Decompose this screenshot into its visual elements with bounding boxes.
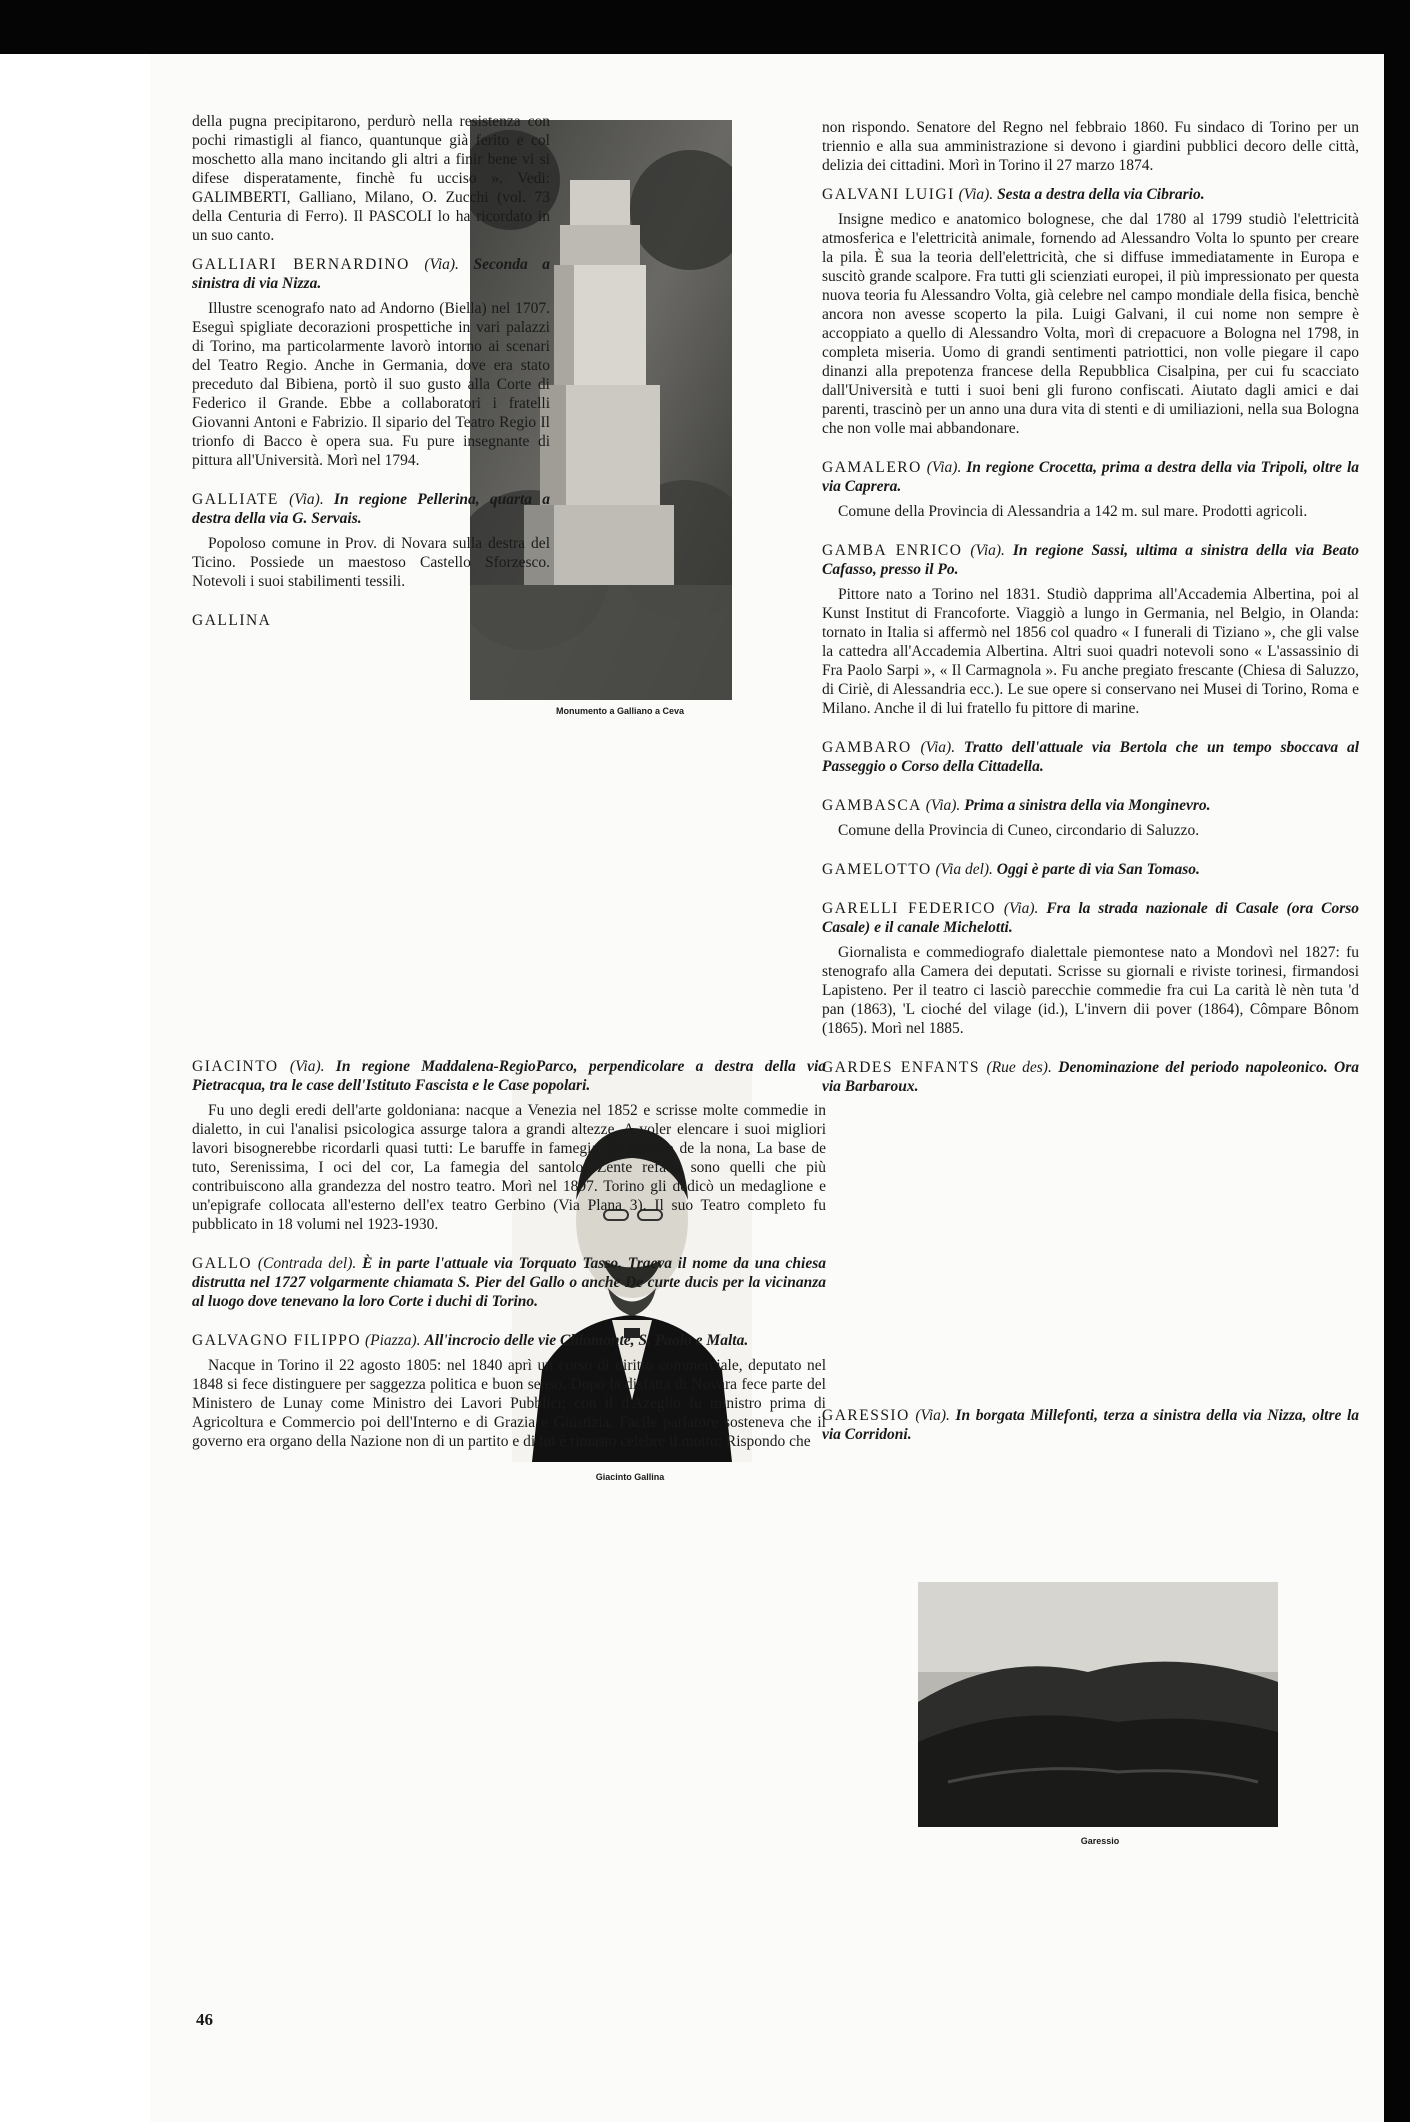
- entry-location: Prima a sinistra della via Monginevro.: [964, 797, 1211, 814]
- entry-location: In regione Pellerina, quarta a destra della via G. Servais.: [192, 491, 551, 527]
- entry-location: Denominazione del periodo napoleonico. Ora via Barbaroux.: [822, 1059, 1360, 1095]
- entry-gamelotto: [822, 860, 1359, 879]
- entry-gamba: [822, 541, 1359, 718]
- entry-location: In regione Maddalena-RegioParco, perpendicolare a destra della via Pietracqua, tra le case dell'Istituto Fascista e le Case popolari.: [192, 1058, 826, 1094]
- entry-tag: (Via).: [920, 739, 956, 756]
- entry-location: All'incrocio delle vie Chiomonte, S. Paolo e Malta.: [424, 1332, 749, 1349]
- entry-location: Sesta a destra della via Cibrario.: [997, 186, 1205, 203]
- entry-galvani: [822, 185, 1359, 438]
- top-black-border: [0, 0, 1410, 54]
- entry-name: GAMELOTTO: [822, 861, 932, 878]
- entry-tag: (Via).: [915, 1407, 950, 1424]
- entry-name: GARESSIO: [822, 1407, 910, 1424]
- entry-body: Pittore nato a Torino nel 1831. Studiò dapprima all'Accademia Albertina, poi al Kunst Institut di Francoforte. Viaggiò a lungo in Germania, nel Belgio, in Olanda: tornato in Italia si affermò nel 1856 col quadro « I funerali di Tiziano », che gli valse la cattedra all'Accademia Albertina. Altri suoi quadri notevoli sono « L'assassinio di Fra Paolo Sarpi », « Il Carmagnola ». Fu anche pregiato frescante (Chiesa di Saluzzo, di Ciriè, di Alessandria ecc.). Le sue opere si conservano nei Musei di Torino, Roma e Milano. Anche il di lui fratello fu pittore di marine.: [822, 586, 1359, 717]
- entry-tag: (Rue des).: [986, 1059, 1052, 1076]
- landscape-caption: Garessio: [1080, 1836, 1120, 1846]
- entry-body: Fu uno degli eredi dell'arte goldoniana: nacque a Venezia nel 1852 e scrisse molte commedie in dialetto, in cui l'analisi psicologica assurge talora a grandi altezze. A voler elencare i suoi migliori lavori bisognerebbe ricordarli quasi tutti: Le baruffe in famegia, El moroso de la nona, La base de tuto, Serenissima, I oci del cor, La famegia del santolo, Zente refada sono quelli che più contribuiscono alla grandezza del nostro teatro. Morì nel 1897. Torino gli dedicò un medaglione e un'epigrafe collocata all'esterno dell'ex teatro Gerbino (Via Plana 3). Il suo Teatro completo fu pubblicato in 18 volumi nel 1923-1930.: [192, 1102, 826, 1233]
- entry-gallo: [192, 1254, 826, 1311]
- entry-name: GARELLI FEDERICO: [822, 900, 996, 917]
- entry-body: Comune della Provincia di Alessandria a 142 m. sul mare. Prodotti agricoli.: [838, 503, 1308, 520]
- entry-tag: (Via).: [925, 797, 961, 814]
- entry-name: GAMALERO: [822, 459, 922, 476]
- right-column: [822, 118, 1359, 1464]
- entry-name: GARDES ENFANTS: [822, 1059, 981, 1076]
- entry-name: GALVANI LUIGI: [822, 186, 955, 203]
- entry-tag: (Via).: [926, 459, 962, 476]
- entry-body: Giornalista e commediografo dialettale piemontese nato a Mondovì nel 1827: fu stenografo alla Camera dei deputati. Scrisse su giornali e riviste torinesi, firmandosi Lapisteno. Per il teatro ci lasciò parecchie commedie fra cui La carità lè nèn tuta 'd pan (1863), 'L cioché del vilage (id.), L'invern dii pover (1864), Cômpare Bônom (1865). Morì nel 1885.: [822, 944, 1359, 1037]
- portrait-caption: Giacinto Gallina: [595, 1472, 665, 1482]
- entry-tag: (Via del).: [935, 861, 993, 878]
- entry-tag: (Via).: [289, 1058, 325, 1075]
- entry-tag: (Via).: [424, 256, 459, 273]
- entry-name: GALVAGNO FILIPPO: [192, 1332, 362, 1349]
- entry-name: GALLO: [192, 1255, 253, 1272]
- entry-name: GAMBARO: [822, 739, 912, 756]
- entry-name: GALLINA GIACINTO: [192, 612, 279, 1075]
- entry-gambasca: [822, 796, 1359, 840]
- entry-tag: (Via).: [958, 186, 994, 203]
- left-column: [192, 112, 826, 1471]
- entry-location: Oggi è parte di via San Tomaso.: [996, 861, 1200, 878]
- entry-location: Seconda a sinistra di via Nizza.: [192, 256, 550, 292]
- entry-location: Fra la strada nazionale di Casale (ora Corso Casale) e il canale Michelotti.: [822, 900, 1360, 936]
- page-number: 46: [196, 2010, 213, 2029]
- landscape-photo: [918, 1582, 1278, 1827]
- monument-caption: Monumento a Galliano a Ceva: [555, 706, 685, 716]
- entry-garelli: [822, 899, 1359, 1038]
- entry-location: In regione Sassi, ultima a sinistra della via Beato Cafasso, presso il Po.: [822, 542, 1360, 578]
- entry-body: Popoloso comune in Prov. di Novara sulla destra del Ticino. Possiede un maestoso Castello Sforzesco. Notevoli i suoi stabilimenti tessili.: [192, 535, 550, 590]
- entry-gamalero: [822, 458, 1359, 521]
- entry-body: Illustre scenografo nato ad Andorno (Biella) nel 1707. Eseguì spigliate decorazioni prospettiche in vari palazzi di Torino, ma particolarmente lavorò intorno ai scenari del Teatro Regio. Anche in Germania, dove era stato preceduto dal Bibiena, portò il suo gusto alla Corte di Federico il Grande. Ebbe a collaboratori i fratelli Giovanni Antoni e Fabrizio. Il sipario del Teatro Regio Il trionfo di Bacco è opera sua. Fu pure insegnante di pittura all'Università. Morì nel 1794.: [192, 300, 550, 469]
- landscape-space: [822, 1116, 1359, 1406]
- entry-body: Comune della Provincia di Cuneo, circondario di Saluzzo.: [838, 822, 1200, 839]
- entry-tag: (Contrada del).: [257, 1255, 357, 1272]
- entry-gambaro: [822, 738, 1359, 776]
- entry-body: Nacque in Torino il 22 agosto 1805: nel 1840 aprì un corso di diritto commerciale, deputato nel 1848 si fece distinguere per saggezza politica e buon senso. Dopo la disfatta di Novara fece parte del Ministero de Lunay come Ministro dei Lavori Pubblici; con il d'Azeglio fu ministro prima di Agricoltura e Commercio poi dell'Interno e di Grazia e Giustizia. Facile parlatore sosteneva che il governo era organo della Nazione non di un partito e di lui è rimasto celebre il motto: Rispondo che: [192, 1357, 826, 1450]
- portrait-float-space: [288, 621, 550, 1051]
- entry-tag: (Piazza).: [365, 1332, 421, 1349]
- right-black-border: [1384, 0, 1410, 2122]
- entry-tag: (Via).: [289, 491, 324, 508]
- entry-gardes-enfants: [822, 1058, 1359, 1096]
- entry-galvagno: [192, 1331, 826, 1451]
- entry-location: In borgata Millefonti, terza a sinistra della via Nizza, oltre la via Corridoni.: [822, 1407, 1359, 1443]
- entry-body: Insigne medico e anatomico bolognese, che dal 1780 al 1799 studiò l'elettricità atmosferica e l'elettricità animale, fornendo ad Alessandro Volta lo spunto per creare la pila. È sua la teoria dell'elettricità, che si diffuse immediatamente in Europa e suscitò grande scalpore. Fra tutti gli scienziati europei, il più impressionato per questa nuova teoria fu Alessandro Volta, già celebre nel campo mondiale della fisica, benchè ancora non avesse scoperto la pila. Luigi Galvani, il cui nome non sempre è accoppiato a quello di Alessandro Volta, morì di crepacuore a Bologna nel 1798, in completa miseria. Uomo di grandi sentimenti patriottici, non volle piegare il capo dinanzi alla prepotenza francese della Repubblica Cisalpina, per cui fu scacciato dall'Università e tutti i suoi beni gli furono confiscati. Aiutato dagli amici e dai parenti, trascinò per un anno una dura vita di stenti e di umiliazioni, nella sua Bologna che non volle mai abbandonare.: [822, 211, 1359, 437]
- entry-location: In regione Crocetta, prima a destra della via Tripoli, oltre la via Caprera.: [822, 459, 1360, 495]
- entry-name: GAMBA ENRICO: [822, 542, 963, 559]
- entry-location: È in parte l'attuale via Torquato Tasso. Traeva il nome da una chiesa distrutta nel 1727 volgarmente chiamata S. Pier del Gallo o anche De curte ducis per la vicinanza al luogo dove tenevano la loro Corte i duchi di Torino.: [192, 1255, 826, 1310]
- entry-tag: (Via).: [970, 542, 1005, 559]
- right-intro-text: non rispondo. Senatore del Regno nel febbraio 1860. Fu sindaco di Torino per un triennio e alla sua amministrazione si devono i giardini pubblici decoro delle città, delizia dei cittadini. Morì in Torino il 27 marzo 1874.: [822, 119, 1359, 174]
- entry-name: GAMBASCA: [822, 797, 922, 814]
- entry-name: GALLIATE: [192, 491, 279, 508]
- left-intro-text: della pugna precipitarono, perdurò nella resistenza con pochi rimastigli al fianco, quantunque già ferito e col moschetto alla mano incitando gli altri a finir bene vi si difese disperatamente, finchè fu ucciso ». Vedi: GALIMBERTI, Galliano, Milano, O. Zucchi (vol. 73 della Centuria di Ferro). Il PASCOLI lo ha ricordato in un suo canto.: [192, 113, 550, 244]
- entry-name: GALLIARI BERNARDINO: [192, 256, 410, 273]
- monument-float-space: [564, 112, 826, 722]
- entry-location: Tratto dell'attuale via Bertola che un tempo sboccava al Passeggio o Corso della Cittadella.: [822, 739, 1359, 775]
- entry-garessio: [822, 1406, 1359, 1444]
- entry-tag: (Via).: [1003, 900, 1039, 917]
